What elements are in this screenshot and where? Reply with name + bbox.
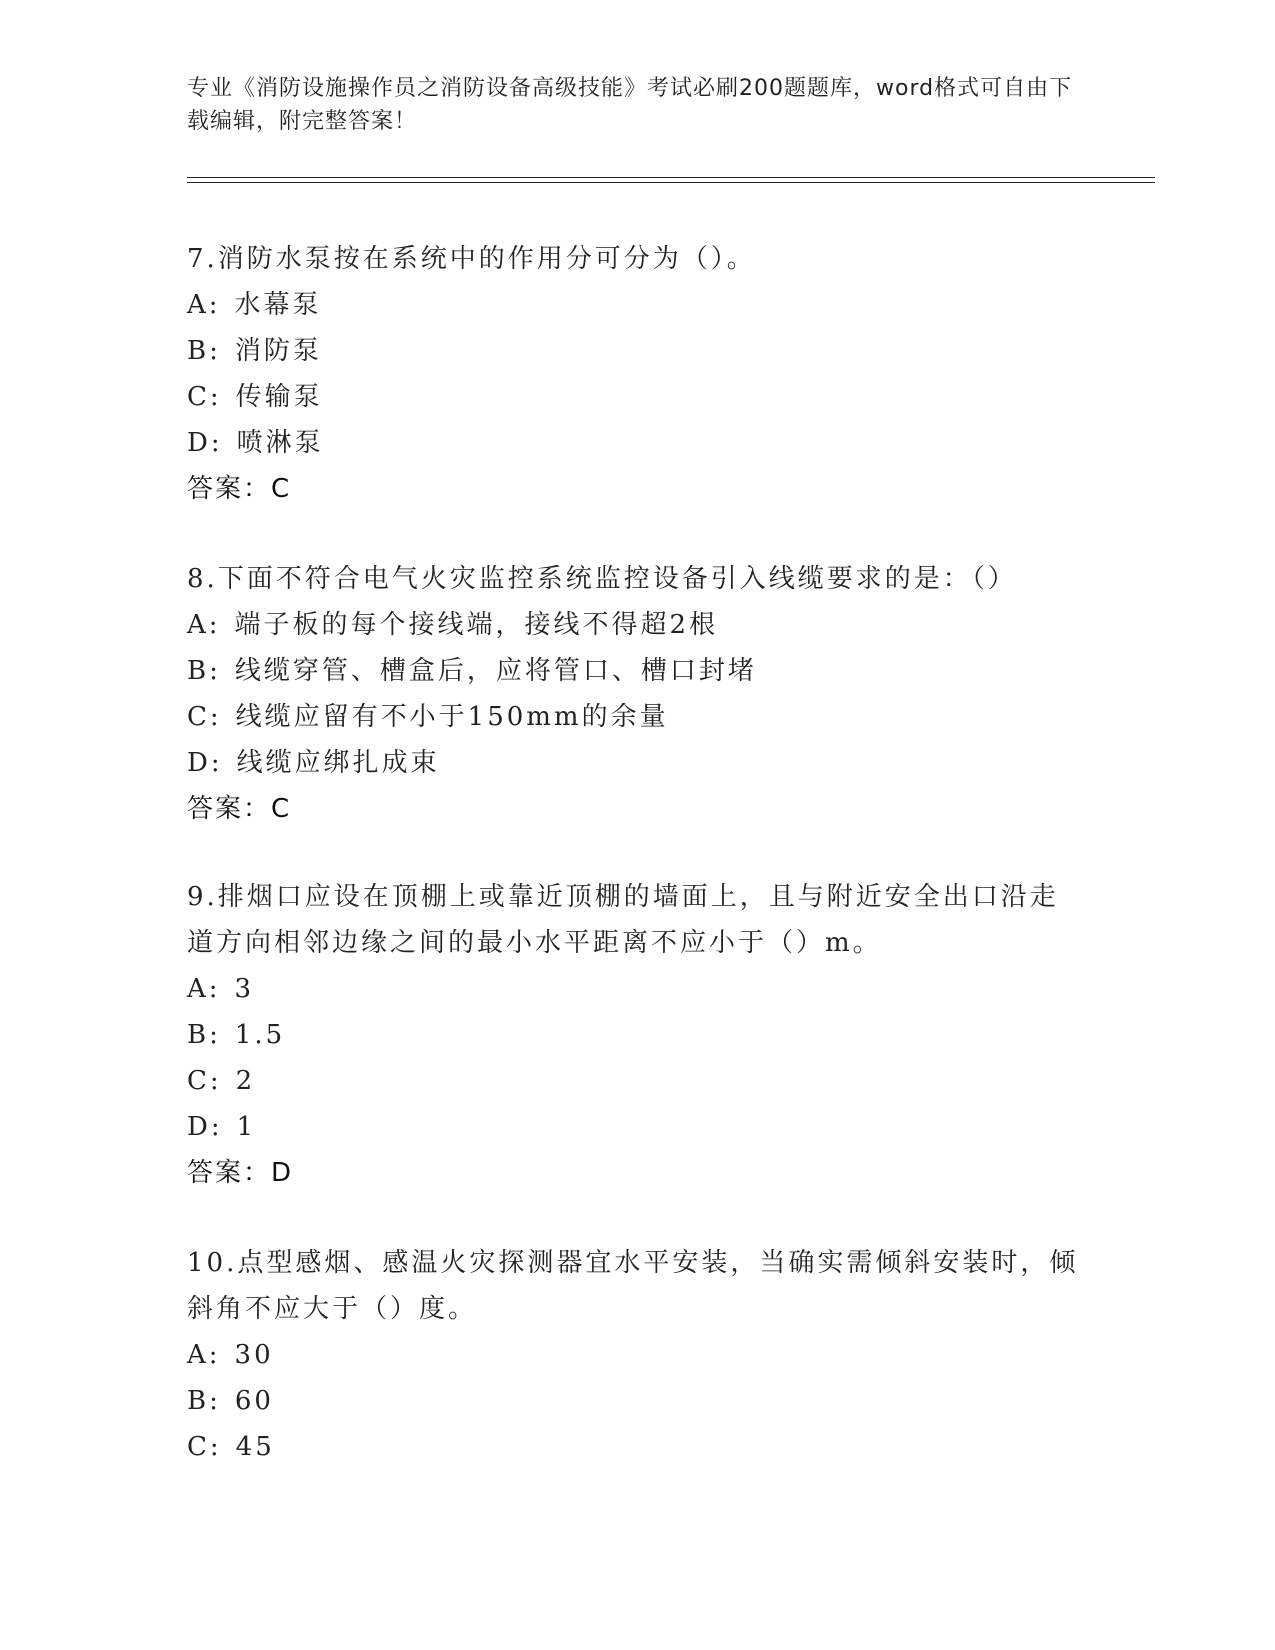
question-8 [187,556,1087,832]
option-letter: C: [187,1432,222,1462]
answer-line: 答案：C [187,474,292,504]
option-letter: A: [187,1340,221,1370]
option-text: 水幕泵 [234,290,322,320]
header-divider-top [187,177,1155,178]
option-text: 45 [235,1432,275,1462]
option-text: 线缆穿管、槽盒后，应将管口、槽口封堵 [234,656,757,686]
question-7 [187,236,1087,512]
option-text: 喷淋泵 [236,428,324,458]
question-stem: 10.点型感烟、感温火灾探测器宜水平安装，当确实需倾斜安装时，倾斜角不应大于（）度。 [187,1248,1079,1324]
option-text: 线缆应留有不小于150mm的余量 [235,702,669,732]
option-d [187,420,1087,466]
option-letter: B: [187,656,221,686]
question-10 [187,1240,1087,1470]
answer-line: 答案：D [187,1158,294,1188]
option-text: 1 [236,1112,257,1142]
option-b [187,648,1087,694]
option-letter: B: [187,1386,221,1416]
option-letter: A: [187,290,221,320]
option-letter: A: [187,974,221,1004]
option-letter: B: [187,1020,221,1050]
option-d [187,1104,1087,1150]
option-text: 60 [234,1386,274,1416]
option-d [187,740,1087,786]
option-letter: A: [187,610,221,640]
option-letter: C: [187,1066,222,1096]
option-c [187,1058,1087,1104]
option-c [187,1424,1087,1470]
option-text: 3 [234,974,255,1004]
option-letter: D: [187,428,223,458]
option-b [187,1012,1087,1058]
option-letter: C: [187,382,222,412]
option-a [187,282,1087,328]
option-a [187,602,1087,648]
option-letter: B: [187,336,221,366]
option-c [187,694,1087,740]
option-b [187,328,1087,374]
document-header [187,72,1087,138]
option-b [187,1378,1087,1424]
option-c [187,374,1087,420]
option-text: 传输泵 [235,382,323,412]
option-a [187,966,1087,1012]
header-divider-bottom [187,182,1155,183]
option-text: 端子板的每个接线端，接线不得超2根 [234,610,719,640]
option-text: 线缆应绑扎成束 [236,748,440,778]
question-9 [187,874,1087,1196]
option-text: 30 [234,1340,274,1370]
question-stem: 7.消防水泵按在系统中的作用分可分为（）。 [187,244,756,274]
question-stem: 9.排烟口应设在顶棚上或靠近顶棚的墙面上，且与附近安全出口沿走道方向相邻边缘之间的最小水平距离不应小于（）m。 [187,882,1059,958]
option-letter: D: [187,748,223,778]
option-text: 1.5 [234,1020,286,1050]
header-title: 专业《消防设施操作员之消防设备高级技能》考试必刷200题题库，word格式可自由下载编辑，附完整答案！ [187,76,1073,134]
option-letter: D: [187,1112,223,1142]
option-a [187,1332,1087,1378]
option-text: 2 [235,1066,256,1096]
option-text: 消防泵 [234,336,322,366]
option-letter: C: [187,702,222,732]
question-stem: 8.下面不符合电气火灾监控系统监控设备引入线缆要求的是：（） [187,564,1017,594]
answer-line: 答案：C [187,794,292,824]
